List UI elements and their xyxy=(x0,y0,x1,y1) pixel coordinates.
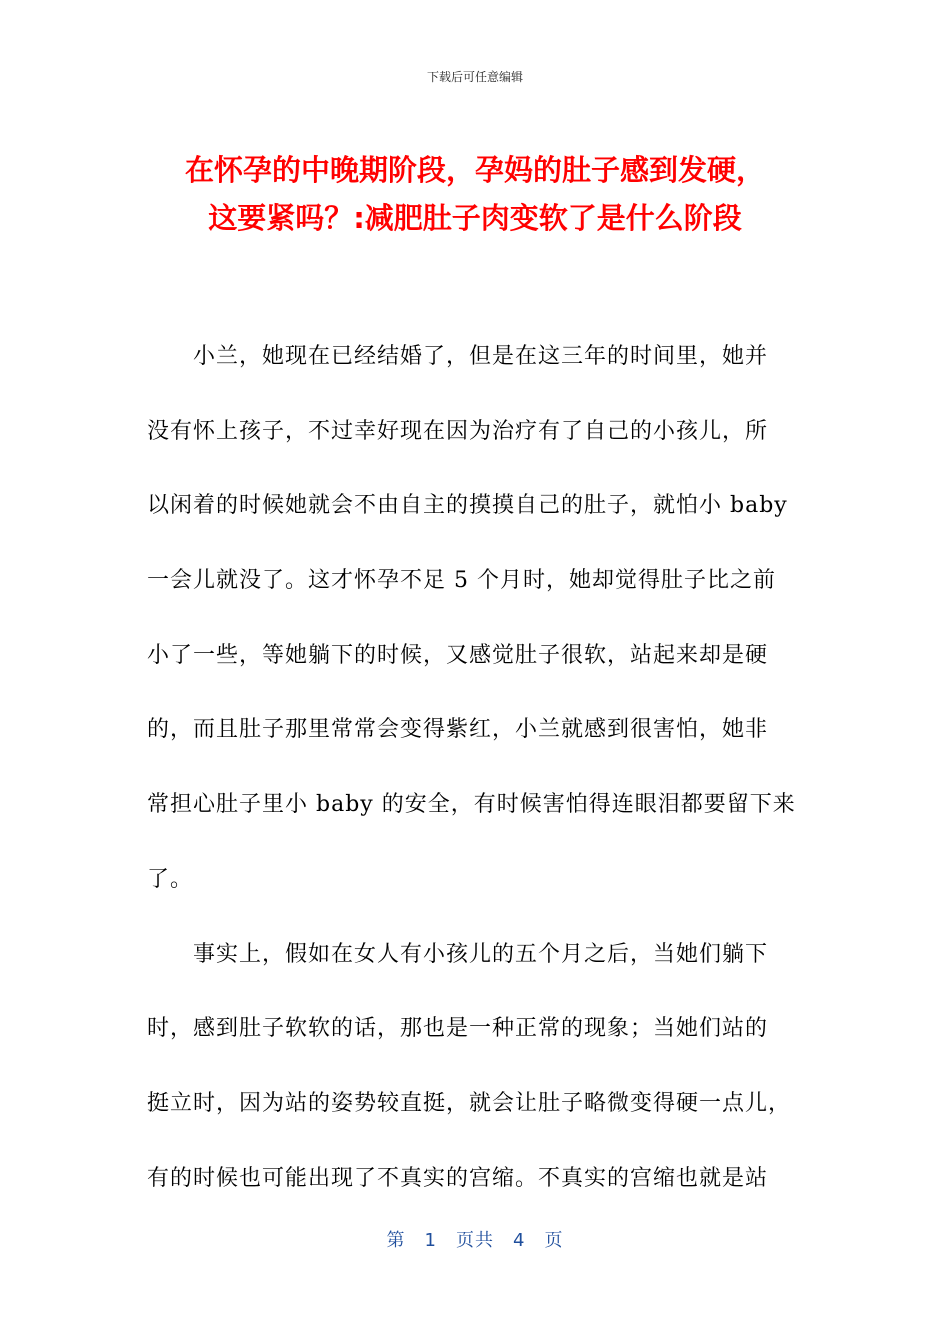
paragraph-line: 有的时候也可能出现了不真实的宫缩。不真实的宫缩也就是站 xyxy=(147,1165,769,1191)
paragraph-line: 小了一些，等她躺下的时候，又感觉肚子很软，站起来却是硬 xyxy=(147,642,769,668)
paragraph-2 xyxy=(147,918,803,1217)
paragraph-line: 时，感到肚子软软的话，那也是一种正常的现象；当她们站的 xyxy=(147,1016,769,1042)
document-title xyxy=(100,146,850,242)
paragraph-line: 挺立时，因为站的姿势较直挺，就会让肚子略微变得硬一点儿， xyxy=(147,1090,792,1116)
paragraph-1 xyxy=(147,320,803,918)
paragraph-line: 没有怀上孩子，不过幸好现在因为治疗有了自己的小孩儿，所 xyxy=(147,418,769,444)
paragraph-line: 以闲着的时候她就会不由自主的摸摸自己的肚子，就怕小 baby xyxy=(147,493,788,519)
title-line-2: 这要紧吗？:减肥肚子肉变软了是什么阶段 xyxy=(208,201,742,235)
paragraph-line: 事实上，假如在女人有小孩儿的五个月之后，当她们躺下 xyxy=(193,941,769,967)
title-line-1: 在怀孕的中晚期阶段，孕妈的肚子感到发硬， xyxy=(184,153,765,187)
paragraph-line: 的，而且肚子那里常常会变得紫红，小兰就感到很害怕，她非 xyxy=(147,717,769,743)
paragraph-line: 一会儿就没了。这才怀孕不足 5 个月时，她却觉得肚子比之前 xyxy=(147,568,776,594)
paragraph-line: 小兰，她现在已经结婚了，但是在这三年的时间里，她并 xyxy=(193,344,769,369)
page-number: 第 1 页共 4 页 xyxy=(386,1230,564,1251)
paragraph-line: 常担心肚子里小 baby 的安全，有时候害怕得连眼泪都要留下来 xyxy=(147,792,796,818)
body-text xyxy=(147,320,803,1216)
header-note: 下载后可任意编辑 xyxy=(426,70,523,84)
paragraph-line: 了。 xyxy=(147,866,194,892)
